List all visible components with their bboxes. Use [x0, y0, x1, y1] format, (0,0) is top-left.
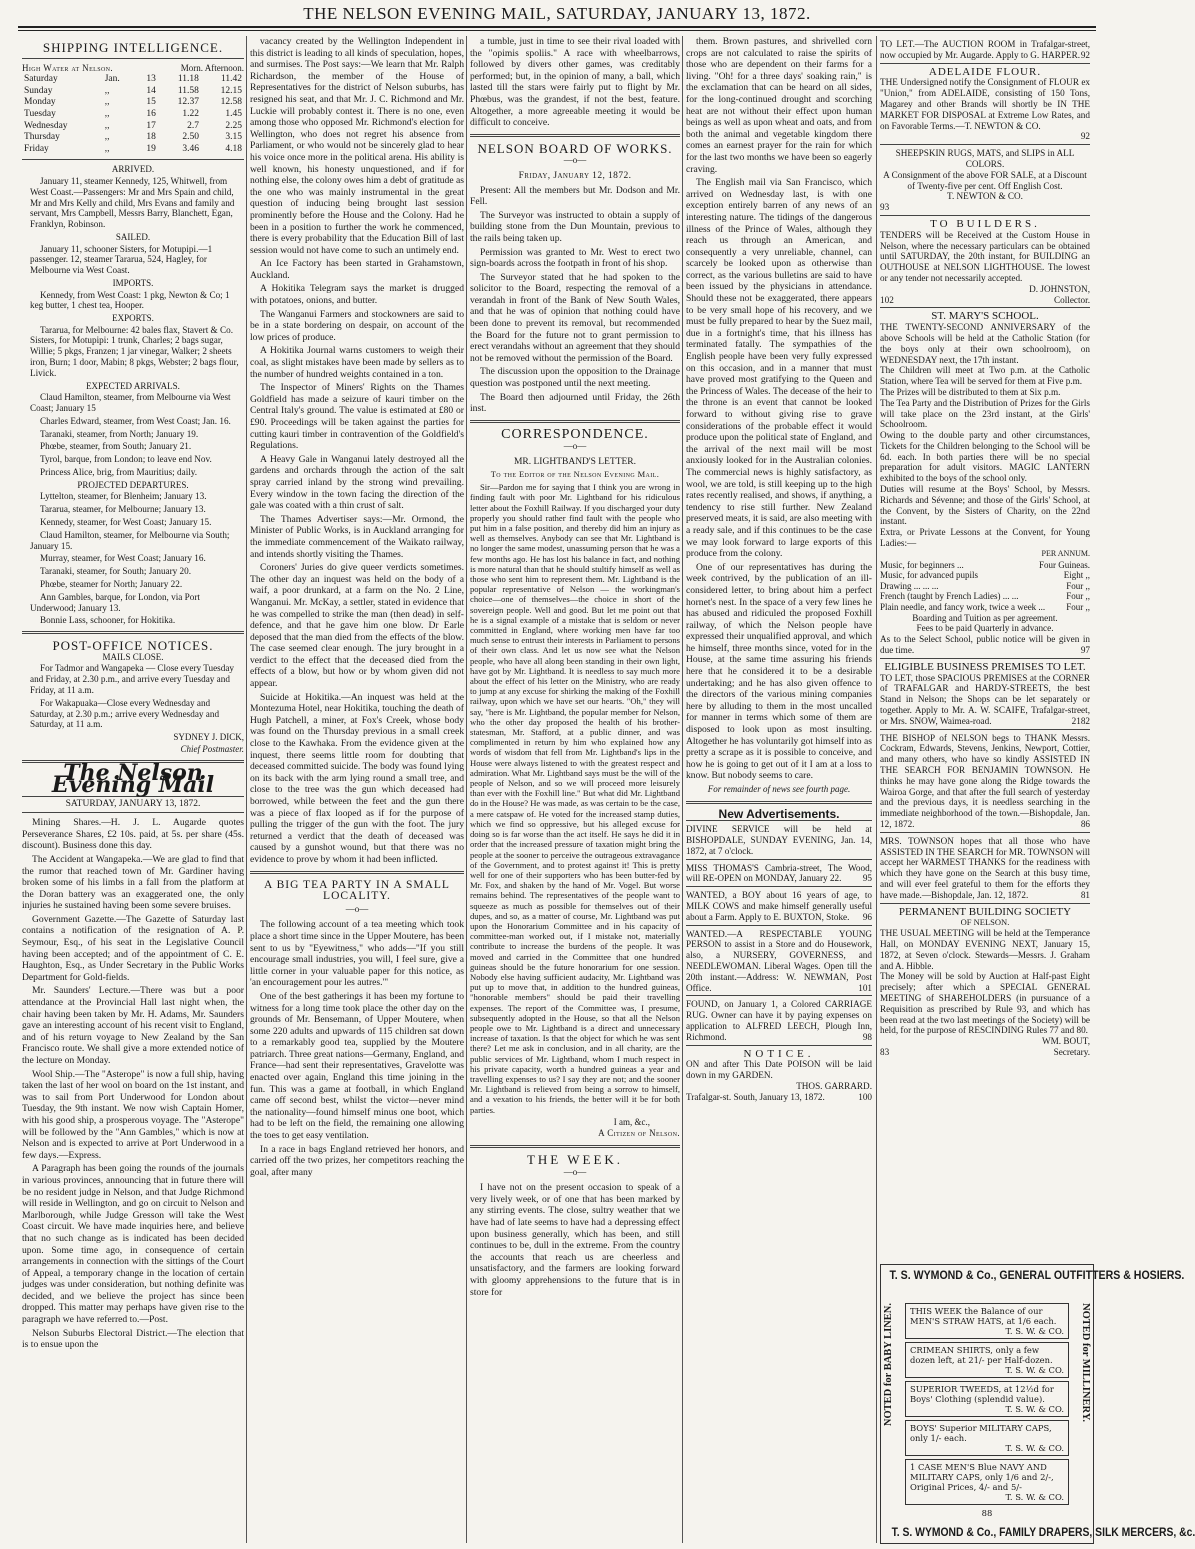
post-sub: MAILS CLOSE.: [102, 651, 164, 662]
tide-day: Sunday: [24, 85, 53, 96]
tide-day: Saturday: [24, 74, 58, 85]
news-para: A Paragraph has been going the rounds of the journals in various provinces, announcing that in future there will be no resident judge in Nelson, and that Judge Richmond will reside in Wellington, and go on circuit to Nelson and Marlborough, while Judge Gresson will take the West Coast circuit. We have made inquiries here, and believe that no such change as is indicated has been decided upon. Some time ago, in consequence of certain arrangements in connection with the sittings of the Court of Appeal, a temporary change in the location of certain judges was under consideration, but nothing definite was decided, and we believe the project has since been dropped. This matter may perhaps have given rise to the paragraph we have referred to.—Post.: [22, 1163, 244, 1326]
news-para: Nelson Suburbs Electoral District.—The election that is to ensue upon the: [22, 1327, 244, 1351]
column-1: [22, 36, 244, 1543]
tide-day: Wednesday: [24, 120, 68, 131]
tide-day: Monday: [24, 97, 56, 108]
column-3: [470, 36, 680, 1543]
tide-month: ,,: [104, 97, 110, 108]
sailed-text: January 11, schooner Sisters, for Motupipi.—1 passenger. 12, steamer Tararua, 524, Hagley, for Melbourne via West Coast.: [30, 243, 213, 276]
pbs-sub: OF NELSON.: [960, 917, 1010, 928]
imports-text: Kennedy, from West Coast: 1 pkg, Newton & Co; 1 keg butter, 1 chest tea, Hooper.: [30, 289, 230, 311]
news-para: A Hokitika Telegram says the market is drugged with potatoes, onions, and butter.: [250, 283, 464, 307]
builders-title: TO BUILDERS.: [930, 217, 1040, 230]
school-para: Owing to the double party and other circumstances, Tickets for the Children belonging to the School will be 6d. each. In both parties there will be no special preparation for adult visitors. MAGIC LANTERN exhibited to the boys of the school only.: [880, 430, 1090, 484]
projected-item: Tararua, steamer, for Melbourne; January 13.: [40, 504, 206, 515]
rule: [686, 801, 872, 804]
tide-day: Friday: [24, 143, 49, 154]
ad-premises: [880, 658, 1090, 729]
school-para: Duties will resume at the Boys' School, by Messrs. Richards and Sévenne; and those of the Girls' School, at the Convent, by the Sisters of Charity, on the 22nd instant.: [880, 484, 1090, 527]
builders-role: Collector.: [1054, 294, 1090, 305]
price-row: [880, 560, 1090, 571]
tide-afternoon: 4.18: [225, 143, 242, 154]
wymond-header: T. S. WYMOND & Co., GENERAL OUTFITTERS & HOSIERS.: [889, 1270, 1185, 1282]
news-para: vacancy created by the Wellington Independent in this district is leading to all kinds of speculation, hopes, and surmises. The Post says:—We learn that Mr. Ralph Richardson, the member of the House of Representatives for the district of Nelson suburbs, has resigned his seat, and that Mr. J. C. Richmond and Mr. Luckie will probably contest it. There is no one, even among those who opposed Mr. Richmond's election for Wellington, who does not regret his absence from Parliament, or who would not be sincerely glad to hear his voice once more in the political arena. His ability is well known, his honesty unquestioned, and if for nothing else, the colony owes him a debt of gratitude as the one who was mainly instrumental in the great question of inducing being brought last session prominently before the House and the Colony. Had he been in a position to further the work he commenced, there is every probability that the Education Bill of last session would not have come to such an untimely end.: [250, 36, 464, 256]
wymond-item-text: BOYS' Superior MILITARY CAPS, only 1/- each.: [910, 1423, 1052, 1443]
wymond-item-text: THIS WEEK the Balance of our MEN'S STRAW HATS, at 1/6 each.: [910, 1306, 1057, 1326]
projected-item: Ann Gambles, barque, for London, via Port Underwood; January 13.: [30, 591, 200, 613]
per-annum: PER ANNUM.: [1041, 548, 1090, 558]
ad-wanted-boy: [686, 886, 872, 924]
tide-month: ,,: [104, 108, 110, 119]
ad-number: 98: [862, 1031, 872, 1042]
price-value: Four ,,: [1066, 602, 1090, 613]
tide-afternoon: 2.25: [225, 120, 242, 131]
post-title: POST-OFFICE NOTICES.: [52, 638, 214, 654]
tide-month: ,,: [104, 132, 110, 143]
wymond-item-sign: T. S. W. & CO.: [1005, 1326, 1064, 1336]
ad-divine-service: [686, 820, 872, 858]
rule: [250, 871, 464, 874]
price-value: Four ,,: [1066, 580, 1090, 591]
news-para: The Thames Advertiser says:—Mr. Ormond, the Minister of Public Works, is in Auckland arranging for the immediate commencement of the Waikato railway, and intends shortly visiting the Thames.: [250, 513, 464, 560]
wymond-item: [905, 1303, 1069, 1339]
news-para: The Wanganui Farmers and stockowners are said to be in a state bordering on despair, on account of the low prices of produce.: [250, 308, 464, 343]
ad-text: WANTED.—A RESPECTABLE YOUNG PERSON to assist in a Store and do Housework, also, a NURSERY, GOVERNESS, and NEEDLEWOMAN. Liberal Wages. Open till the 20th instant.—Address: W. NEWMAN, Post Office.: [686, 928, 872, 993]
paper-name: The Nelson Evening Mail: [51, 760, 215, 798]
notice-place: Trafalgar-st. South, January 13, 1872.: [686, 1091, 825, 1102]
ad-text: THE Undersigned notify the Consignment of FLOUR ex "Union," from ADELAIDE, consisting of 150 Tons, Magarey and other Brands will shortly be IN THE MARKET FOR DISPOSAL at Extreme Low Rates, and on Favorable Terms.—T. NEWTON & CO.: [880, 77, 1090, 131]
board-title: NELSON BOARD OF WORKS.: [477, 140, 673, 156]
tide-day: Thursday: [24, 132, 60, 143]
tea-para: One of the best gatherings it has been my fortune to witness for a long time took place the other day on the grounds of Mr. Bensemann, of Upper Moutere, when some 220 adults and upwards of 115 children sat down to a remarkably good tea, supplied by the Moutere patriarch. Three great nations—Germany, England, and France—had sent their representatives, Gravelotte was enacted over again, England this time joining in the fun. This was a game at football, in which England came off second best, whilst the victor—never mind the nationality—found himself minus one boot, which had to be left on the field, the remaining one allowing the toes to get easy ventilation.: [250, 990, 464, 1142]
ad-flour: [880, 63, 1090, 145]
sailed-heading: SAILED.: [115, 231, 151, 242]
column-divider: [246, 36, 247, 1543]
ad-number: 86: [1080, 818, 1090, 829]
masthead-rule: [18, 26, 1096, 31]
school-para: The Children will meet at Two p.m. at the Catholic Station, where Tea will be served for them at Five p.m.: [880, 365, 1090, 387]
rule: [470, 1145, 680, 1148]
tide-morning: 1.22: [182, 108, 199, 119]
boarding: Boarding and Tuition as per agreement.: [912, 612, 1058, 623]
ornament: —o—: [563, 441, 587, 452]
board-para: The Surveyor stated that he had spoken to the solicitor to the Board, respecting the removal of a verandah in front of the Bank of New South Wales, and that he was of opinion that nothing could have been done to prevent its removal, but recommended the Board for the future not to grant permission to erect verandahs without an agreement that they should not be removed without the permission of the Board.: [470, 271, 680, 364]
tide-row: [22, 97, 244, 109]
tide-row: [22, 121, 244, 133]
week-para: I have not on the present occasion to speak of a very lively week, or of one that has been marked by any stirring events. The close, sultry weather that we have had of late seems to have had a depressing effect upon business generally, which has been, and still continues to be, dull in the extreme. From the country the accounts that reach us are cheerless and unsatisfactory, and the farmers are looking forward with gloomy apprehensions to the future that is in store for: [470, 1182, 680, 1298]
wymond-advertisement: [880, 1264, 1195, 1544]
ad-st-marys: [880, 307, 1090, 657]
tide-morning: 11.58: [177, 85, 199, 96]
price-row: [880, 570, 1090, 581]
school-para: Extra, or Private Lessons at the Convent, for Young Ladies:—: [880, 527, 1090, 549]
price-row: [880, 581, 1090, 592]
tide-columns: Morn. Afternoon.: [180, 62, 244, 73]
remainder-note: For remainder of news see fourth page.: [707, 784, 851, 794]
flour-title: ADELAIDE FLOUR.: [928, 65, 1042, 78]
projected-heading: PROJECTED DEPARTURES.: [77, 479, 189, 490]
school-title: ST. MARY'S SCHOOL.: [931, 310, 1039, 323]
wymond-item-text: SUPERIOR TWEEDS, at 12½d for Boys' Clothing (splendid value).: [910, 1384, 1054, 1404]
sheep-line: A Consignment of the above FOR SALE, at a Discount of Twenty-five per cent. Off English Cost.: [883, 169, 1087, 191]
ad-text: WANTED, a BOY about 16 years of age, to MILK COWS and make himself generally useful about a Farm. Apply to E. BUXTON, Stoke.: [686, 890, 872, 922]
tide-afternoon: 3.15: [225, 132, 242, 143]
tide-date: 19: [146, 143, 156, 154]
news-para: Wool Ship.—The "Asterope" is now a full ship, having taken the last of her wool on board on the 1st instant, and was to sail from Port Underwood for London about Tuesday, the 9th instant. We now wish Captain Homer, with his good ship, a prosperous voyage. The "Asterope" will be followed by the "Ann Gambles," which is now at Nelson and is expected to arrive at Port Underwood in a few days.—Express.: [22, 1068, 244, 1161]
price-item: Music, for beginners ...: [880, 559, 964, 570]
imports-heading: IMPORTS.: [112, 277, 154, 288]
price-row: [880, 602, 1090, 613]
expected-item: Tyrol, barque, from London; to leave end Nov.: [40, 454, 212, 465]
high-water-label: High Water at Nelson.: [22, 62, 114, 73]
projected-item: Taranaki, steamer, for South; January 20.: [40, 566, 192, 577]
sheep-line: T. NEWTON & CO.: [947, 191, 1023, 202]
ad-number: 83: [880, 1046, 890, 1057]
price-value: Eight ,,: [1063, 570, 1090, 581]
week-para: The English mail via San Francisco, which arrived on Wednesday last, is with one exception entirely barren of any news of an interesting nature. The tidings of the dangerous illness of the Prince of Wales, although they reach us through an American, and consequently a very unreliable, channel, can scarcely be looked upon as otherwise than correct, as the various bulletins are said to have been issued by the physicians in attendance. Should these not be exaggerated, there appears to be very small hope of his recovery, and we must be fully prepared to hear by the Suez mail, due in a fortnight's time, that his illness has terminated fatally. The sympathies of the English people have been very fully expressed on this occasion, and in a manner that must have proved most gratifying to the Queen and the Princess of Wales. The decease of the heir to the throne is an event that cannot be looked forward to without giving rise to grave considerations of the probable effect it would produce upon the political state of England, and the arrival of the next mail will be most anxiously looked for in the Australian colonies. The commercial news is highly satisfactory, as wool, we are told, is still keeping up to the high rates recently realised, and shows, if anything, a tendency to rise still further. New Zealand preserved meats, it is said, are also meeting with a ready sale, and if this continues to be the case we may look forward to large exports of this produce from the colony.: [686, 177, 872, 560]
projected-item: Lyttelton, steamer, for Blenheim; January 13.: [40, 491, 207, 502]
ad-building-society: [880, 903, 1090, 1060]
letter-body: Sir—Pardon me for saying that I think you are wrong in finding fault with poor Mr. Lightband for his ridiculous letter about the Foxhill Railway. If you discharged your duty properly you should rather find fault with the people who put him in a false position, and thereby did him an injury as well as themselves. Anybody can see that Mr. Lightband is no longer the same modest, unassuming person that he was a few months ago. He has lost his balance in fact, and nothing is more natural than that he should stultify himself as well as those who sent him to represent them. Mr. Lightband is the popular representative of Nelson — the workingman's choice—one of themselves—the choice in short of the sovereign people. Well and good. But let me point out that he is a signal example of a mistake that is seldom or never committed in England, where working men have far too much sense to entrust their interests in Parliament to persons of their own class. And let us now see what the Nelson people, who have all along been standing in their own light, have got by Mr. Lightband. It is needless to say much more about the effect of his letter on the Ministry, who are ready to jump at any excuse for shirking the making of the Foxhill railway, upon which we have set our hearts. "Oh," they will say, "here is Mr. Lightband, the popular member for Nelson, who the other day proposed the health of his brother-statesman, Mr. Stafford, at a public dinner, and was complimented in return by him who explained how any words of wisdom that fell from Mr. Lightband's lips in the House were always listened to with the greatest respect and admiration. What Mr. Lightband says must be the will of the people of Nelson, and so we will proceed more leisurely than ever with the Foxhill line." But what did Mr. Lightband do in the House? He was made, as was certain to be the case, a mere catspaw of. He voted for the increased stamp duties, which we find so oppressive, but his alleged excuse for doing so is far worse than the act itself. He says he did it in order that the increased pressure of taxation might bring the people at the sooner to perceive the outrageous extravagance of the Government, and to protest against it! This is pretty well for one of their supporters who has been butter-fed by Mr. Fox, and shaken by the hand of Mr. Vogel. But worse remains behind. The representatives of the people want to squeeze as much as possible for themselves out of their dupes, and so, as a matter of course, Mr. Lightband was put upon the Honorarium Committee and in his capacity of committee-man worked out, if I mistake not, materially contribute to increase the burdens of the people. It was moved and carried in the Committee that one hundred guineas should be the future honorarium for one session. Nobody else having sufficient audacity, Mr. Lightband was put up to move that, in addition to the hundred guineas, "honorable members" should be paid their travelling expenses. The report of the Committee was, I presume, subsequently adopted in the House, so that all the Nelson people owe to Mr. Lightband is a direct and unnecessary increase of taxation. Is that the object for which he was sent there? Let me ask in conclusion, and in all charity, are the public services of Mr. Lightband, whom I much respect in his private capacity, worth a hundred guineas a year and travelling expenses to us? I say they are not; and the sooner Mr. Lightband is relieved from being a sorrow to himself, and a vexation to his friends, the better will it be for both parties.: [470, 482, 680, 1115]
wymond-item: [905, 1342, 1069, 1378]
price-value: Four ,,: [1066, 591, 1090, 602]
ad-miss-thomas: [686, 859, 872, 887]
column-4: [686, 36, 872, 1543]
expected-item: Phœbe, steamer, from South; January 21.: [40, 441, 192, 452]
wymond-item: [905, 1459, 1069, 1505]
tide-row: [22, 132, 244, 144]
news-para: A Heavy Gale in Wanganui lately destroyed all the gardens and orchards through the action of the salt spray carried inland by the strong wind prevailing. Every window in the town facing the direction of the gale was coated with a thin crust of salt.: [250, 453, 464, 512]
shipping-title: SHIPPING INTELLIGENCE.: [42, 40, 224, 55]
tide-date: 16: [146, 108, 156, 119]
tide-table: [22, 74, 244, 155]
ad-number: 81: [1080, 889, 1090, 900]
news-para: The Accident at Wangapeka.—We are glad to find that the rumor that reached town of Mr. Gardiner having broken some of his limbs in a fall from the platform at the Doran battery was an exaggerated one, the only injuries he sustained having been some severe bruises.: [22, 853, 244, 912]
rule: [470, 134, 680, 137]
ad-bishop: [880, 729, 1090, 832]
notice-text: ON and after This Date POISON will be laid down in my GARDEN.: [686, 1059, 872, 1081]
ad-text: The Money will be sold by Auction at Half-past Eight precisely; after which a SPECIAL GENERAL MEETING of SHAREHOLDERS (in pursuance of a Requisition as prescribed by Rule 93, and which has been read at the two last meetings of the Society) will be held, for the purpose of RESCINDING Rules 77 and 80.: [880, 971, 1090, 1036]
rule: [22, 159, 244, 160]
ad-number: 2182: [1071, 715, 1090, 726]
ad-number: 92: [1080, 49, 1090, 60]
paper-date: SATURDAY, JANUARY 13, 1872.: [22, 796, 244, 814]
board-para: Permission was granted to Mr. West to erect two sign-boards across the footpath in front of his shop.: [470, 246, 680, 270]
board-para: The Surveyor was instructed to obtain a supply of building stone from the Dun Mountain, previous to the rails being taken up.: [470, 209, 680, 244]
tide-month: ,,: [104, 143, 110, 154]
rule: [470, 420, 680, 423]
wymond-number: 88: [981, 1508, 993, 1518]
wymond-item-text: CRIMEAN SHIRTS, only a few dozen left, at 21/- per Half-dozen.: [910, 1345, 1053, 1365]
tide-day: Tuesday: [24, 108, 56, 119]
ornament: —o—: [563, 1166, 587, 1177]
news-para: Government Gazette.—The Gazette of Saturday last contains a notification of the resignation of A. P. Seymour, Esq., of his seat in the Legislative Council having been accepted; and of the appointment of C. E. Haughton, Esq., as Under Secretary in the Public Works Department for Gold-fields.: [22, 913, 244, 983]
wymond-footer: T. S. WYMOND & Co., FAMILY DRAPERS, SILK MERCERS, &c.: [891, 1527, 1195, 1539]
expected-item: Princess Alice, brig, from Mauritius; daily.: [40, 467, 198, 478]
expected-item: Charles Edward, steamer, from West Coast; Jan. 16.: [40, 415, 231, 426]
projected-item: Murray, steamer, for West Coast; January 16.: [40, 553, 206, 564]
news-para: The Inspector of Miners' Rights on the Thames Goldfield has made a seizure of kauri timber on the Central Italy's ground. The value is estimated at £80 or £90. Proceedings will be taken against the parties for cutting kauri timber in contravention of the Goldfield's Regulations.: [250, 382, 464, 452]
board-para: The discussion upon the opposition to the Drainage question was postponed until the next meeting.: [470, 366, 680, 390]
column-divider: [876, 36, 877, 1543]
post-line: For Tadmor and Wangapeka — Close every Tuesday and Friday, at 2.30 p.m., and arrive every Tuesday and Friday, at 11 a.m.: [30, 663, 234, 695]
price-item: French (taught by French Ladies) ... ...: [880, 591, 1019, 602]
pbs-sign: WM. BOUT,: [1041, 1036, 1090, 1047]
tea-para: In a race in bags England retrieved her honors, and carried off the two prizes, her competitors reaching the goal, after many: [250, 1143, 464, 1178]
wymond-item-sign: T. S. W. & CO.: [1005, 1492, 1064, 1502]
price-item: Plain needle, and fancy work, twice a week ...: [880, 602, 1046, 613]
arrived-heading: ARRIVED.: [111, 164, 155, 175]
ad-text: DIVINE SERVICE will be held at BISHOPDALE, SUNDAY EVENING, Jan. 14, 1872, at 7 o'clock.: [686, 824, 872, 856]
tide-date: 13: [146, 74, 156, 85]
board-para: Present: All the members but Mr. Dodson and Mr. Fell.: [470, 184, 680, 208]
letter-title: MR. LIGHTBAND'S LETTER.: [513, 457, 637, 467]
school-para: The Tea Party and the Distribution of Prizes for the Girls will take place on the 23rd instant, at the Girls' Schoolroom.: [880, 397, 1090, 430]
arrived-text: January 11, steamer Kennedy, 125, Whitwell, from West Coast.—Passengers: Mr and Mrs Spain and child, Mr and Mrs Kelly and child, Mrs Evans and family and servant, Mrs Campbell, Messrs Barry, Blanchett, Egan, Franklyn, Robinson.: [30, 175, 235, 230]
tide-afternoon: 11.42: [220, 74, 242, 85]
news-para: Mr. Saunders' Lecture.—There was but a poor attendance at the Provincial Hall last night when, the chair having been taken by Mr. H. Adams, Mr. Saunders gave an interesting account of his recent visit to England, and of his return voyage to New Zealand by the San Francisco route. We shall give a more extended notice of the lecture on Monday.: [22, 985, 244, 1067]
ad-number: 96: [862, 911, 872, 922]
week-para: One of our representatives has during the week contrived, by the publication of an ill-considered letter, to bring about him a perfect hornet's nest. In the space of a very few lines he has abused and ridiculed the proposed Foxhill railway, of which the Nelson people have expressed their unqualified approval, and which he himself, three months since, voted for in the House, at the same time assuring his friends here that he considered it to be a desirable undertaking; and he has also given offence to the directors of the various mining companies here by alluding to them in the most uncalled for manner in terms which some of them are disposed to look upon as most insulting. Altogether he has voluntarily got himself into as pretty a scrape as it is possible to conceive, and how he is going to get out of it I am at a loss to know. But nobody seems to care.: [686, 561, 872, 782]
wymond-item: [905, 1420, 1069, 1456]
ad-to-let: [880, 36, 1090, 63]
ad-builders: [880, 215, 1090, 307]
tide-morning: 2.50: [182, 132, 199, 143]
letter-to: To the Editor of the Nelson Evening Mail.: [490, 468, 660, 479]
tea-continued: a tumble, just in time to see their rival loaded with the "opimis spoliis." A race with wheelbarrows, followed by divers other games, was creditably performed; but, in the opinion of many, a ball, which lasted till the stars were fairly put to flight by Mr. Phœbus, was the grandest, if not the best, feature. Altogether, a more agreeable meeting it would be difficult to conceive.: [470, 36, 680, 129]
tide-morning: 3.46: [182, 143, 199, 154]
fees: Fees to be paid Quarterly in advance.: [916, 623, 1054, 634]
ad-number: 95: [862, 873, 872, 884]
wymond-side-left: NOTED for BABY LINEN.: [883, 1303, 894, 1427]
ad-text: TO LET, those SPACIOUS PREMISES at the CORNER of TRAFALGAR and HARDY-STREETS, the best Stand in Nelson; the Shops can be let separately or together. Apply to Mr. A. W. SCAIFE, Trafalgar-street, or Mrs. SNOW, Waimea-road.: [880, 672, 1090, 726]
rule: [22, 58, 244, 59]
tide-morning: 2.7: [187, 120, 199, 131]
ad-text: MISS THOMAS'S Cambria-street, The Wood, will RE-OPEN on MONDAY, January 22.: [686, 862, 872, 884]
tide-month: Jan.: [104, 74, 120, 85]
column-5: [880, 36, 1090, 1259]
wymond-item-text: 1 CASE MEN'S Blue NAVY AND MILITARY CAPS, only 1/6 and 2/-, Original Prices, 4/- and 5/-: [910, 1462, 1054, 1492]
letter-author: A Citizen of Nelson.: [598, 1128, 680, 1139]
tide-month: ,,: [104, 85, 110, 96]
projected-item: Claud Hamilton, steamer, for Melbourne via South; January 15.: [30, 529, 230, 551]
tide-date: 17: [146, 120, 156, 131]
ad-number: 102: [880, 294, 894, 305]
ad-text: MRS. TOWNSON hopes that all those who have ASSISTED IN THE SEARCH for MR. TOWNSON will accept her WARMEST THANKS for the readiness with which they have gone on the Search at this busy time, and will ever feel grateful to them for the efforts they have made.—Bishopdale, Jan. 12, 1872.: [880, 835, 1090, 900]
ad-text: FOUND, on January 1, a Colored CARRIAGE RUG. Owner can have it by paying expenses on application to ALFRED LEECH, Plough Inn, Richmond.: [686, 999, 872, 1042]
tide-date: 18: [146, 132, 156, 143]
news-para: Coroners' Juries do give queer verdicts sometimes. The other day an inquest was held on the body of a waif, a poor drunkard, at a farm on the No. 2 Line, Wanganui. Mr. McKay, a settler, stated in evidence that he was compelled to strike the man (then dead) in self-defence, and that he gave him one blow. Dr Earle deposed that the man died from the effects of the blow. The case seemed clear enough. The jury brought in a verdict to the effect that the deceased died from the effects of a blow, but how or by whom given did not appear.: [250, 562, 464, 690]
news-para: Suicide at Hokitika.—An inquest was held at the Montezuma Hotel, near Hokitika, touching the death of Hugh Patchell, a miner, at Fox's Creek, whose body was found on the Thursday previous in a small creek close to the Kawhaka. From the evidence given at the inquest, there seems little room for doubting that deceased committed suicide. The body was found lying on its back with the arm lying round a small tree, and close to the tree was the gun which deceased had borrowed, while between the feet and the gun there was a piece of flax looped as if for the purpose of pulling the trigger of the gun with the foot. The jury returned a verdict that the death of deceased was caused by a gunshot wound, but that there was no evidence to prove by whom it had been inflicted.: [250, 691, 464, 865]
ad-number: 101: [858, 982, 872, 993]
ad-number: 93: [880, 202, 890, 213]
expected-item: Taranaki, steamer, from North; January 19.: [40, 428, 199, 439]
tea-para: The following account of a tea meeting which took place a short time since in the Upper Moutere, has been sent to us by "Eyewitness," who adds—"If you still encourage small industries, you will, I feel sure, give a little corner in your valuable paper for this notice, as 'an encouragement pour les autres.'": [250, 919, 464, 989]
ad-text: THE BISHOP of NELSON begs to THANK Messrs. Cockram, Edwards, Stevens, Jenkins, Newport, Cottier, and many others, who have so kindly ASSISTED IN THE SEARCH FOR BENJAMIN TOWNSON. He thinks he may have gone along the Ridge towards the Wairoa Gorge, and that after the full search of yesterday and the previous days, it is needless searching in the immediate neighborhood of the town.—Bishopdale, Jan. 12, 1872.: [880, 732, 1090, 829]
ad-found-rug: [686, 995, 872, 1044]
column-divider: [466, 36, 467, 1543]
letter-sign: I am, &c.,: [613, 1116, 650, 1127]
tide-afternoon: 12.58: [220, 97, 242, 108]
tide-morning: 12.37: [177, 97, 199, 108]
ad-sheepskin: [880, 144, 1090, 215]
post-sign: SYDNEY J. DICK,: [173, 732, 244, 743]
exports-text: Tararua, for Melbourne: 42 bales flax, Stavert & Co. Sisters, for Motupipi: 1 trunk, Charles; 2 bags sugar, Willie; 5 pkgs, Franzen; 1 jar vinegar, Walker; 2 sheets iron, Burn; 1 door, Mabin; 8 pkgs, Webster; 2 bags flour, Livick.: [30, 324, 239, 378]
new-ads-title: New Advertisements.: [718, 806, 840, 821]
rule: [22, 631, 244, 634]
projected-item: Kennedy, steamer, for West Coast; January 15.: [40, 517, 212, 528]
tide-afternoon: 12.15: [220, 85, 242, 96]
ad-number: 92: [1080, 131, 1090, 142]
tide-afternoon: 1.45: [225, 108, 242, 119]
school-para: The Prizes will be distributed to them at Six p.m.: [880, 386, 1061, 397]
wymond-side-right: NOTED for MILLINERY.: [1080, 1303, 1091, 1422]
wymond-item-sign: T. S. W. & CO.: [1005, 1443, 1064, 1453]
sheep-line: SHEEPSKIN RUGS, MATS, and SLIPS in ALL COLORS.: [895, 148, 1075, 169]
masthead: THE NELSON EVENING MAIL, SATURDAY, JANUARY 13, 1872.: [303, 4, 811, 23]
news-para: A Hokitika Journal warns customers to weigh their coal, as slight mistakes have been made by sellers as to the number of hundred weights contained in a ton.: [250, 345, 464, 380]
builders-sign: D. JOHNSTON,: [1029, 283, 1090, 294]
correspondence-title: CORRESPONDENCE.: [501, 426, 649, 442]
board-date: Friday, January 12, 1872.: [518, 170, 632, 181]
ad-townson: [880, 832, 1090, 903]
tea-title: A BIG TEA PARTY IN A SMALL LOCALITY.: [264, 878, 450, 903]
ad-text: TENDERS will be Received at the Custom House in Nelson, where the necessary particulars can be obtained until SATURDAY, the 20th instant, for BUILDING an OUTHOUSE at NELSON LIGHTHOUSE. The lowest or any tender not necessarily accepted.: [880, 229, 1090, 283]
projected-item: Bonnie Lass, schooner, for Hokitika.: [40, 615, 176, 626]
price-list: [880, 560, 1090, 613]
select-note: As to the Select School, public notice will be given in due time.: [880, 634, 1090, 656]
tide-row: [22, 144, 244, 156]
ad-notice: [686, 1045, 872, 1105]
news-para: Mining Shares.—H. J. L. Augarde quotes Perseverance Shares, £2 10s. paid, at 5s. per share (45s. discount). Business done this day.: [22, 817, 244, 852]
week-title: THE WEEK.: [526, 1151, 624, 1167]
wymond-item-sign: T. S. W. & CO.: [1005, 1404, 1064, 1414]
price-value: Four Guineas.: [1039, 559, 1090, 570]
ornament: —o—: [563, 155, 587, 166]
ad-wanted-person: [686, 925, 872, 996]
notice-sign: THOS. GARRARD.: [796, 1080, 872, 1091]
tide-row: [22, 74, 244, 86]
tide-date: 14: [146, 85, 156, 96]
wymond-items: [905, 1303, 1069, 1518]
post-line: For Wakapuaka—Close every Wednesday and Saturday, at 2.30 p.m.; arrive every Wednesday and Saturday, at 11 a.m.: [30, 697, 220, 730]
wymond-item: [905, 1381, 1069, 1417]
tide-row: [22, 109, 244, 121]
price-item: Drawing ... ... ...: [880, 580, 939, 591]
wymond-item-sign: T. S. W. & CO.: [1005, 1365, 1064, 1375]
board-para: The Board then adjourned until Friday, the 26th inst.: [470, 391, 680, 415]
ad-text: TO LET.—The AUCTION ROOM in Trafalgar-street, now occupied by Mr. Augarde. Apply to G. HARPER.: [880, 39, 1090, 60]
price-item: Music, for advanced pupils: [880, 570, 978, 581]
tide-row: [22, 86, 244, 98]
pbs-title: PERMANENT BUILDING SOCIETY: [898, 905, 1072, 918]
ornament: —o—: [345, 903, 369, 914]
expected-item: Claud Hamilton, steamer, from Melbourne via West Coast; January 15: [30, 392, 231, 414]
price-row: [880, 591, 1090, 602]
projected-item: Phœbe, steamer for North; January 22.: [40, 579, 183, 590]
post-role: Chief Postmaster.: [180, 743, 244, 754]
expected-heading: EXPECTED ARRIVALS.: [86, 380, 180, 391]
tide-morning: 11.18: [177, 74, 199, 85]
notice-title: NOTICE.: [743, 1047, 815, 1060]
news-para: An Ice Factory has been started in Grahamstown, Auckland.: [250, 258, 464, 281]
school-para: THE TWENTY-SECOND ANNIVERSARY of the above Schools will be held at the Catholic Station (for the boys only at their own schoolroom), on WEDNESDAY next, the 17th instant.: [880, 322, 1090, 365]
ad-text: THE USUAL MEETING will be held at the Temperance Hall, on MONDAY EVENING NEXT, January 15, 1872, at Seven o'clock. Stewards—Messrs. J. Graham and A. Hibble.: [880, 928, 1090, 971]
pbs-role: Secretary.: [1053, 1046, 1090, 1057]
tide-date: 15: [146, 97, 156, 108]
column-divider: [682, 36, 683, 1543]
tide-month: ,,: [104, 120, 110, 131]
ad-number: 100: [858, 1091, 872, 1102]
ad-number: 97: [1080, 645, 1090, 656]
column-2: [250, 36, 464, 1543]
premises-title: ELIGIBLE BUSINESS PREMISES TO LET.: [884, 660, 1086, 673]
exports-heading: EXPORTS.: [112, 313, 154, 324]
week-para: them. Brown pastures, and shrivelled corn crops are not calculated to raise the spirits of those who are dependent on their farms for a living. "Oh! for a three days' soaking rain," is the exclamation that can be heard on all sides, for the long-continued drought and scorching heat are not without their effect upon human beings as well as upon wheat and oats, and from both the animal and vegetable kingdom there comes an earnest prayer for the rain for which for the last two months we have been so eagerly craving.: [686, 36, 872, 175]
